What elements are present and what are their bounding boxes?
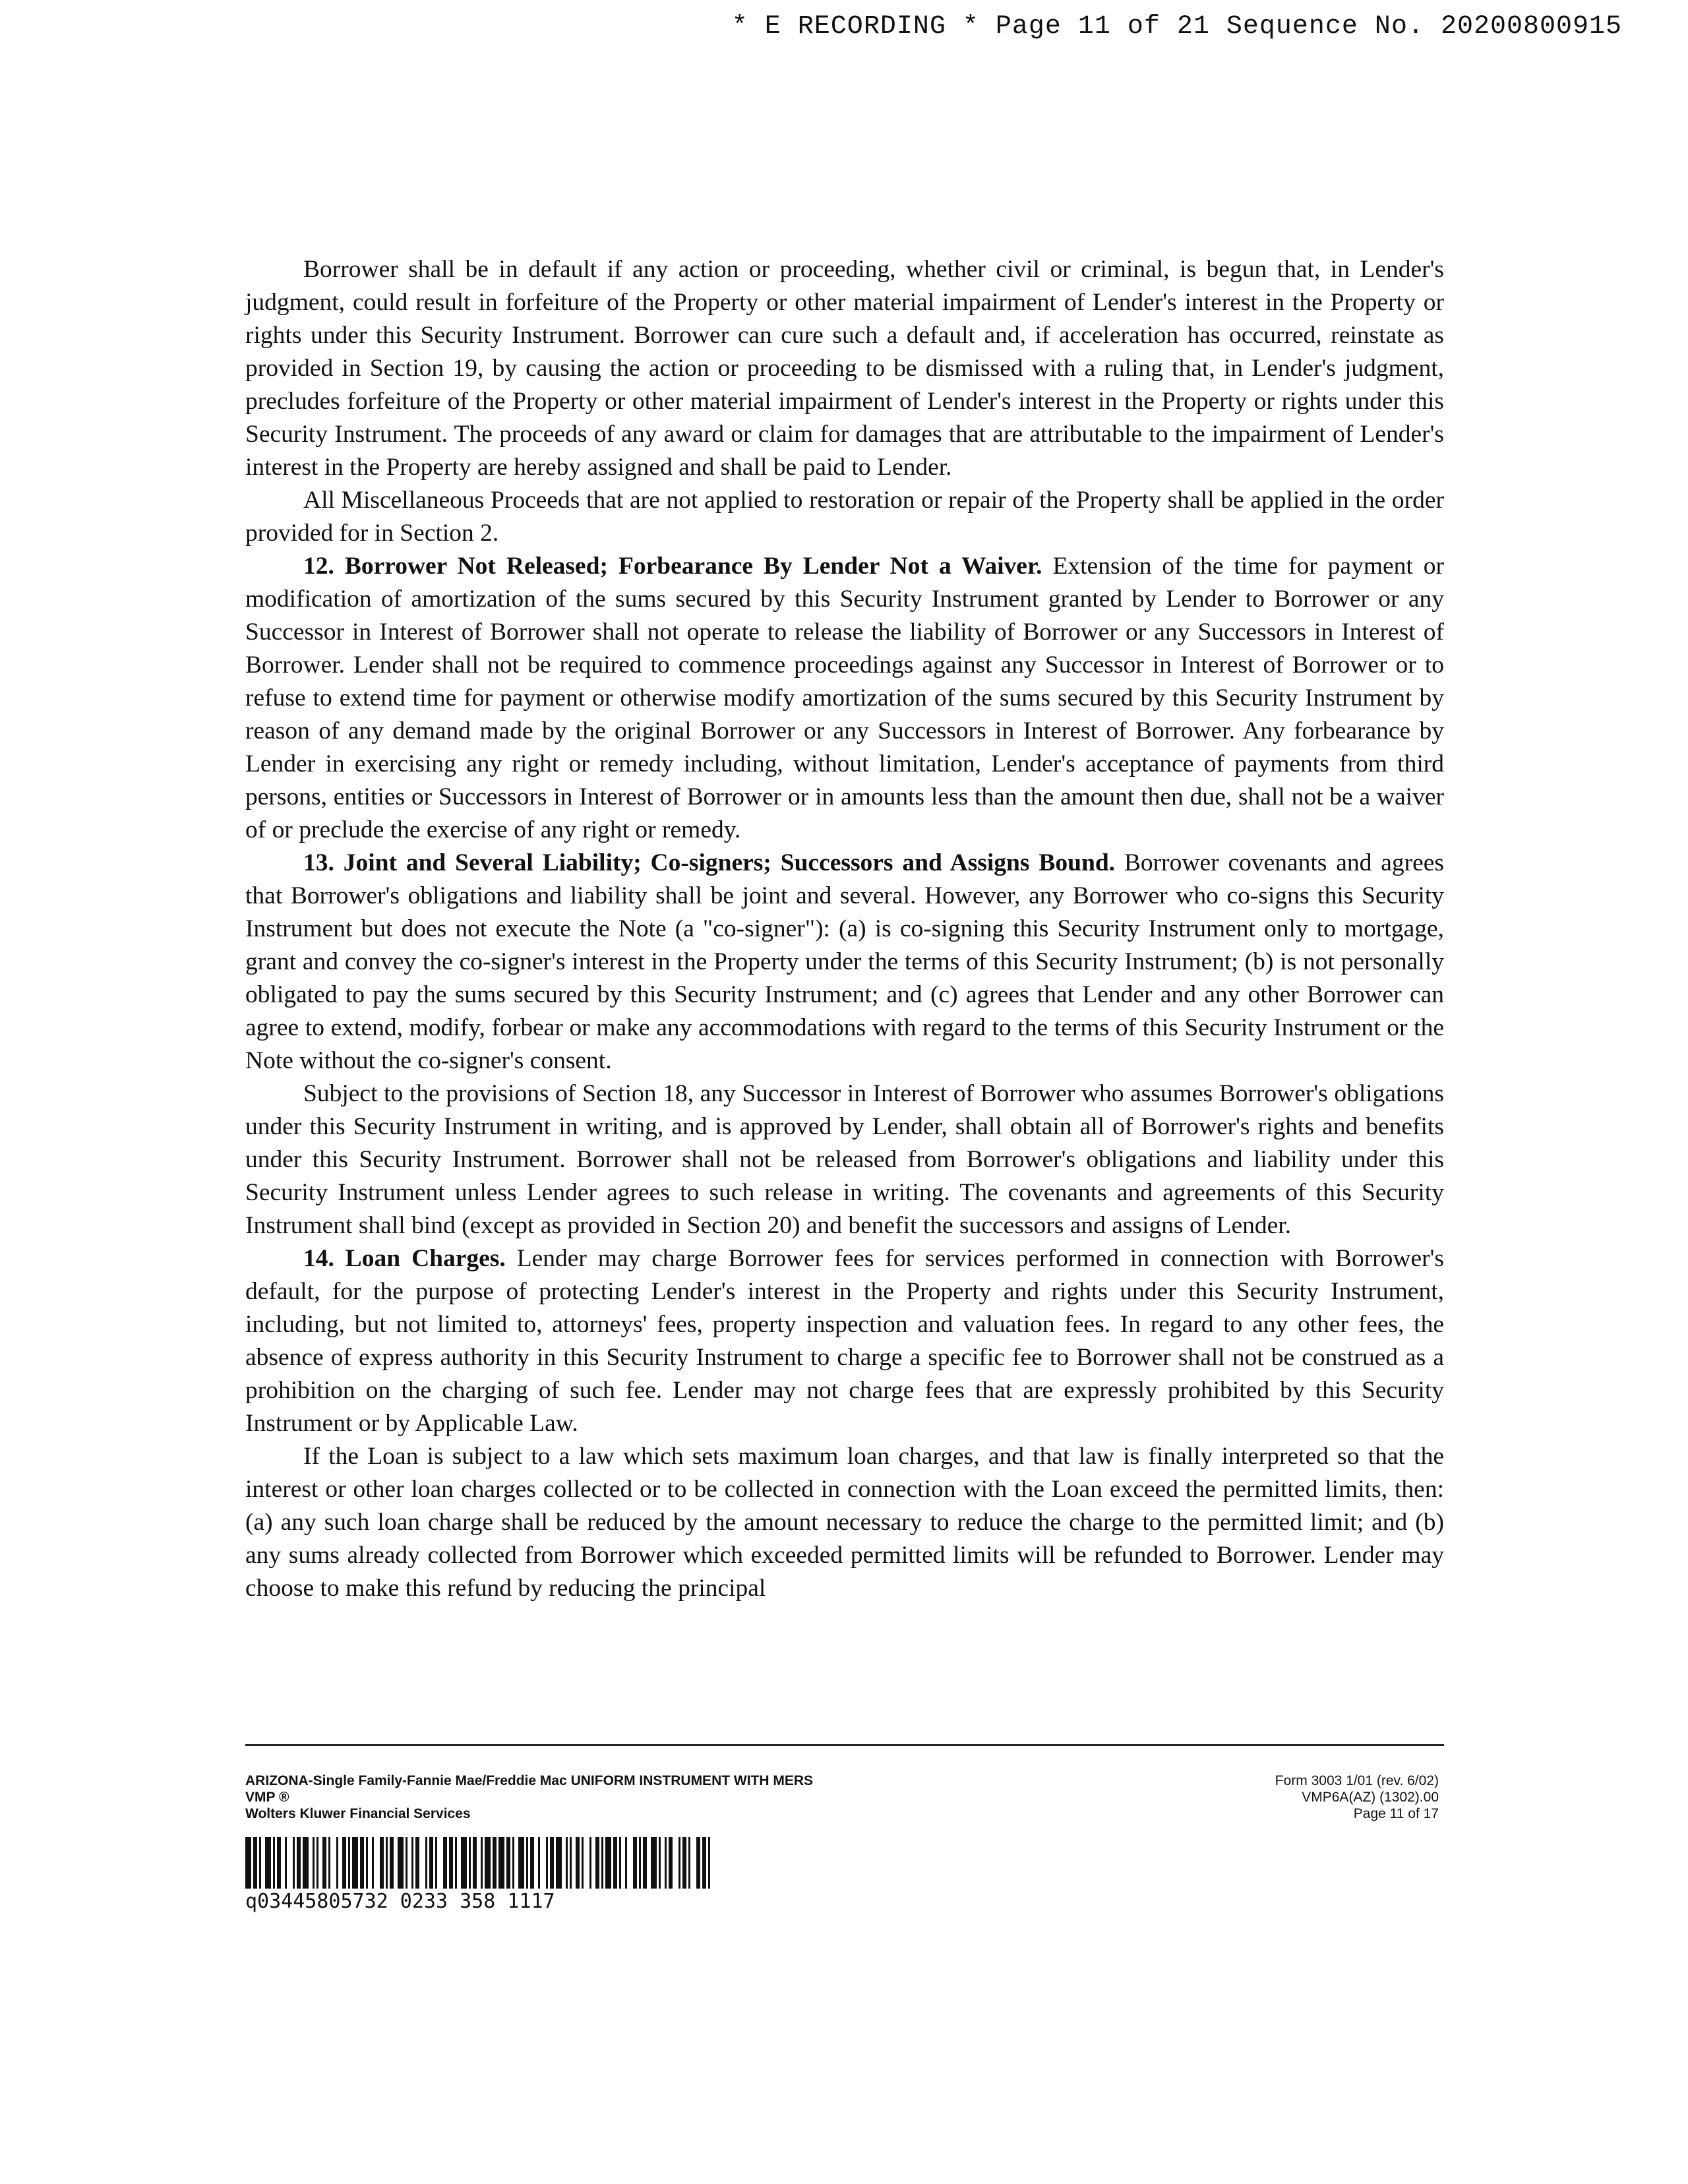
section-12-heading: 12. Borrower Not Released; Forbearance By Lender Not a Waiver. bbox=[303, 553, 1042, 580]
footer-form-number bbox=[1275, 1773, 1439, 1822]
section-14-heading: 14. Loan Charges. bbox=[303, 1245, 506, 1272]
footer-divider bbox=[245, 1744, 1444, 1746]
section-14-paragraph bbox=[245, 1242, 1444, 1440]
publisher: Wolters Kluwer Financial Services bbox=[245, 1806, 471, 1821]
paragraph-text: Borrower covenants and agrees that Borrower's obligations and liability shall be joint and several. However, any Borrower who co-signs this Security Instrument but does not execute the Note (a "co-signer"): (a) is co-signing this Security Instrument only to mortgage, grant and convey the co-signer's interest in the Property under the terms of this Security Instrument; (b) is not personally obligated to pay the sums secured by this Security Instrument; and (c) agrees that Lender and any other Borrower can agree to extend, modify, forbear or make any accommodations with regard to the terms of this Security Instrument or the Note without the co-signer's consent. bbox=[245, 849, 1445, 1074]
form-title: ARIZONA-Single Family-Fannie Mae/Freddie Mac UNIFORM INSTRUMENT WITH MERS bbox=[245, 1773, 814, 1788]
section-12-paragraph bbox=[245, 550, 1444, 847]
barcode bbox=[245, 1837, 712, 1889]
footer-form-info bbox=[245, 1773, 813, 1822]
paragraph-text: If the Loan is subject to a law which sets maximum loan charges, and that law is finally interpreted so that the interest or other loan charges collected or to be collected in connection with the Loan exceed the permitted limits, then: (a) any such loan charge shall be reduced by the amount necessary to reduce the charge to the permitted limit; and (b) any sums already collected from Borrower which exceeded permitted limits will be refunded to Borrower. Lender may choose to make this refund by reducing the principal bbox=[245, 1443, 1444, 1602]
paragraph-text: Subject to the provisions of Section 18, any Successor in Interest of Borrower who assumes Borrower's obligations under this Security Instrument in writing, and is approved by Lender, shall obtain all of Borrower's rights and benefits under this Security Instrument. Borrower shall not be released from Borrower's obligations and liability under this Security Instrument unless Lender agrees to such release in writing. The covenants and agreements of this Security Instrument shall bind (except as provided in Section 20) and benefit the successors and assigns of Lender. bbox=[245, 1080, 1444, 1239]
page-number: Page 11 of 17 bbox=[1353, 1806, 1439, 1821]
paragraph-text: Extension of the time for payment or modification of amortization of the sums secured by this Security Instrument granted by Lender to Borrower or any Successor in Interest of Borrower shall not operate to release the liability of Borrower or any Successors in Interest of Borrower. Lender shall not be required to commence proceedings against any Successor in Interest of Borrower or to refuse to extend time for payment or otherwise modify amortization of the sums secured by this Security Instrument by reason of any demand made by the original Borrower or any Successors in Interest of Borrower. Any forbearance by Lender in exercising any right or remedy including, without limitation, Lender's acceptance of payments from third persons, entities or Successors in Interest of Borrower or in amounts less than the amount then due, shall not be a waiver of or preclude the exercise of any right or remedy. bbox=[245, 553, 1444, 843]
barcode-number: q03445805732 0233 358 1117 bbox=[245, 1890, 555, 1913]
form-number: Form 3003 1/01 (rev. 6/02) bbox=[1275, 1773, 1439, 1788]
vmp-mark: VMP ® bbox=[245, 1790, 289, 1805]
section-13-heading: 13. Joint and Several Liability; Co-signers; Successors and Assigns Bound. bbox=[303, 849, 1116, 876]
paragraph bbox=[245, 253, 1444, 484]
paragraph bbox=[245, 484, 1444, 550]
paragraph bbox=[245, 1077, 1444, 1242]
form-code: VMP6A(AZ) (1302).00 bbox=[1302, 1790, 1439, 1805]
document-body bbox=[245, 253, 1444, 1605]
paragraph-text: Lender may charge Borrower fees for services performed in connection with Borrower's default, for the purpose of protecting Lender's interest in the Property and rights under this Security Instrument, including, but not limited to, attorneys' fees, property inspection and valuation fees. In regard to any other fees, the absence of express authority in this Security Instrument to charge a specific fee to Borrower shall not be construed as a prohibition on the charging of such fee. Lender may not charge fees that are expressly prohibited by this Security Instrument or by Applicable Law. bbox=[245, 1245, 1444, 1437]
paragraph bbox=[245, 1440, 1444, 1605]
paragraph-text: All Miscellaneous Proceeds that are not applied to restoration or repair of the Property shall be applied in the order provided for in Section 2. bbox=[245, 487, 1444, 547]
recording-stamp: * E RECORDING * Page 11 of 21 Sequence No. 20200800915 bbox=[731, 12, 1622, 42]
section-13-paragraph bbox=[245, 847, 1444, 1077]
paragraph-text: Borrower shall be in default if any action or proceeding, whether civil or criminal, is begun that, in Lender's judgment, could result in forfeiture of the Property or other material impairment of Lender's interest in the Property or rights under this Security Instrument. Borrower can cure such a default and, if acceleration has occurred, reinstate as provided in Section 19, by causing the action or proceeding to be dismissed with a ruling that, in Lender's judgment, precludes forfeiture of the Property or other material impairment of Lender's interest in the Property or rights under this Security Instrument. The proceeds of any award or claim for damages that are attributable to the impairment of Lender's interest in the Property are hereby assigned and shall be paid to Lender. bbox=[245, 256, 1444, 481]
